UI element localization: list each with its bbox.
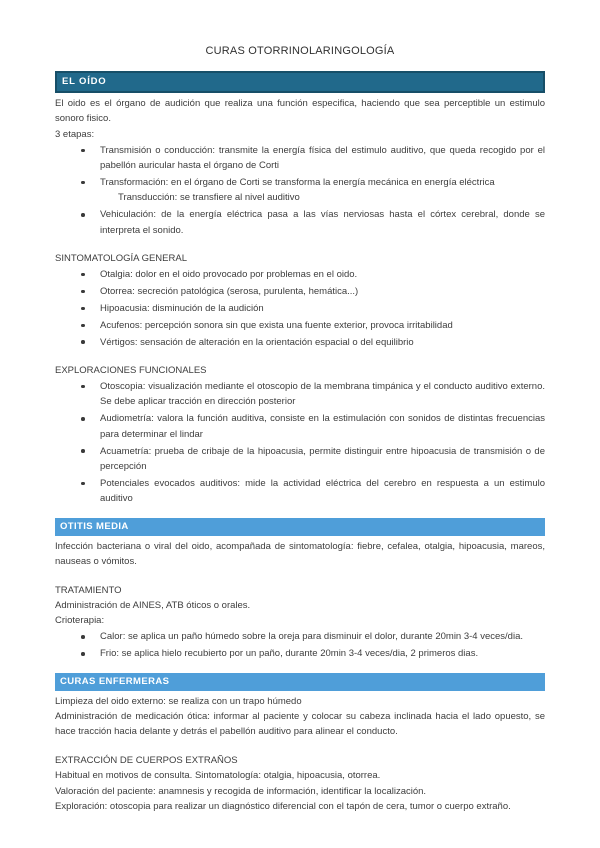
list-item-text: Transformación: en el órgano de Corti se transforma la energía mecánica en energía eléctrica [100, 177, 495, 189]
list-item: Potenciales evocados auditivos: mide la actividad eléctrica del cerebro en respuesta a un estimulo auditivo [55, 476, 545, 507]
extraccion-heading: EXTRACCIÓN DE CUERPOS EXTRAÑOS [55, 754, 238, 766]
list-item: Otoscopia: visualización mediante el otoscopio de la membrana timpánica y el conducto auditivo externo. Se debe aplicar tracción en dirección posterior [55, 379, 545, 410]
list-item: Acufenos: percepción sonora sin que exista una fuente exterior, provoca irritabilidad [55, 318, 545, 333]
page-title: CURAS OTORRINOLARINGOLOGÍA [205, 45, 395, 57]
etapas-list [55, 143, 545, 238]
list-item: Otalgia: dolor en el oido provocado por problemas en el oido. [55, 267, 545, 282]
exploraciones-heading: EXPLORACIONES FUNCIONALES [55, 365, 207, 377]
list-item: Otorrea: secreción patológica (serosa, purulenta, hemática...) [55, 284, 545, 299]
extraccion-line: Exploración: otoscopia para realizar un diagnóstico diferencial con el tapón de cera, tumor o cuerpo extraño. [55, 801, 511, 813]
crioterapia-list [55, 629, 545, 661]
sintomatologia-list [55, 267, 545, 350]
list-item [55, 175, 545, 206]
extraccion-line: Habitual en motivos de consulta. Sintomatología: otalgia, hipoacusia, otorrea. [55, 770, 381, 782]
sintomatologia-heading: SINTOMATOLOGÍA GENERAL [55, 253, 187, 265]
list-item: Frio: se aplica hielo recubierto por un paño, durante 20min 3-4 veces/dia, 2 primeros dias. [55, 646, 545, 661]
list-item: Hipoacusia: disminución de la audición [55, 301, 545, 316]
list-item: Vértigos: sensación de alteración en la orientación espacial o del equilibrio [55, 335, 545, 350]
crioterapia-label: Crioterapia: [55, 615, 105, 627]
tratamiento-line: Administración de AINES, ATB óticos o orales. [55, 599, 251, 611]
etapas-label: 3 etapas: [55, 128, 95, 140]
section-header-curas-enfermeras: CURAS ENFERMERAS [55, 673, 545, 691]
tratamiento-heading: TRATAMIENTO [55, 584, 122, 596]
el-oido-intro-paragraph: El oido es el órgano de audición que realiza una función especifica, haciendo que sea perceptible un estimulo sonoro fisico. [55, 98, 545, 125]
extraccion-line: Valoración del paciente: anamnesis y recogida de información, identificar la localización. [55, 785, 427, 797]
list-item: Vehiculación: de la energía eléctrica pasa a las vías nerviosas hasta el córtex cerebral, donde se interpreta el sonido. [55, 207, 545, 238]
list-item-subline: Transducción: se transfiere al nivel auditivo [118, 192, 300, 204]
section-header-el-oido: EL OÍDO [55, 71, 545, 93]
list-item: Transmisión o conducción: transmite la energía física del estimulo auditivo, que queda recogido por el pabellón auricular hasta el órgano de Corti [55, 143, 545, 174]
medicacion-otica-paragraph: Administración de medicación ótica: informar al paciente y colocar su cabeza inclinada hacia el lado opuesto, se hace tracción hacia delante y detrás el pabellón auditivo para alinear el conducto. [55, 711, 545, 738]
exploraciones-list [55, 379, 545, 507]
list-item: Acuametría: prueba de cribaje de la hipoacusia, permite distinguir entre hipoacusia de transmisión o de percepción [55, 444, 545, 475]
limpieza-line: Limpieza del oido externo: se realiza con un trapo húmedo [55, 695, 302, 707]
list-item: Audiometría: valora la función auditiva, consiste en la estimulación con sonidos de distintas frecuencias para determinar el lindar [55, 411, 545, 442]
section-header-otitis-media: OTITIS MEDIA [55, 518, 545, 536]
otitis-media-paragraph: Infección bacteriana o viral del oido, acompañada de sintomatología: fiebre, cefalea, otalgia, hipoacusia, mareos, nauseas o vómitos. [55, 540, 545, 568]
list-item: Calor: se aplica un paño húmedo sobre la oreja para disminuir el dolor, durante 20min 3-4 veces/dia. [55, 629, 545, 644]
